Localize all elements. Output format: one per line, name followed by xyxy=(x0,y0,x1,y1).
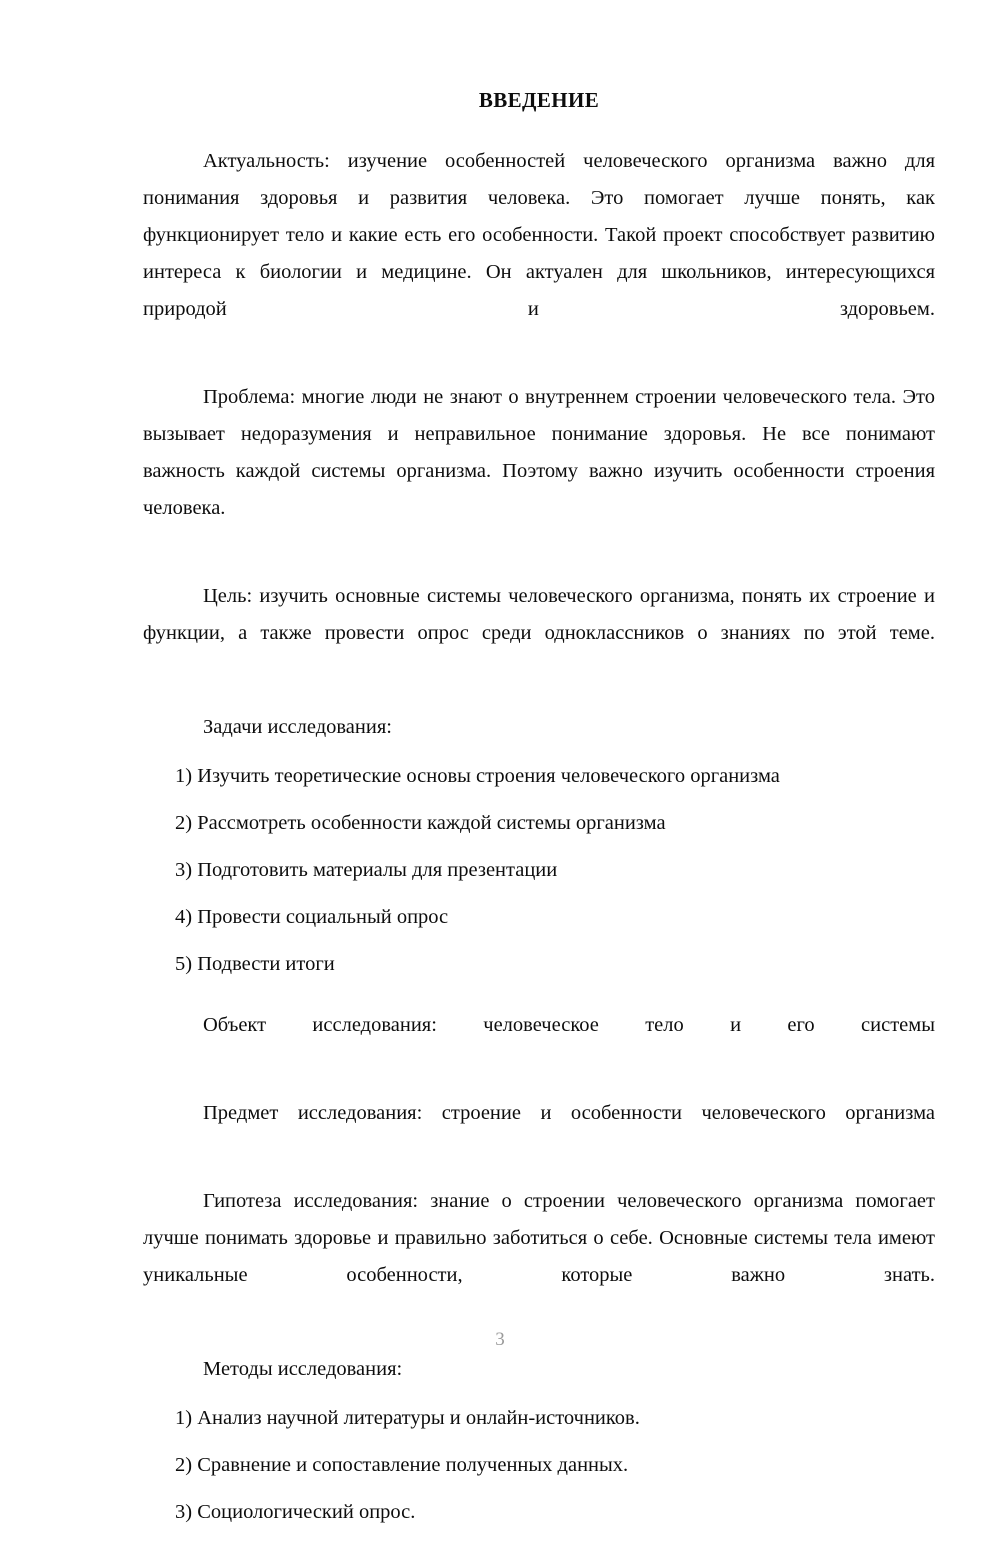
list-item: 4) Провести социальный опрос xyxy=(175,906,449,929)
spacer xyxy=(143,995,935,1007)
list-item: 3) Социологический опрос. xyxy=(175,1501,416,1524)
page-title: ВВЕДЕНИЕ xyxy=(478,88,600,112)
paragraph-problem: Проблема: многие люди не знают о внутреннем строении человеческого тела. Это вызывает недоразумения и неправильное понимание здоровья. Не все понимают важность каждой системы организма. Поэтому важно изучить особенности строения человека. xyxy=(143,386,935,520)
list-item: 2) Рассмотреть особенности каждой системы организма xyxy=(175,812,666,835)
list-item: 2) Сравнение и сопоставление полученных данных. xyxy=(175,1454,629,1477)
tasks-heading: Задачи исследования: xyxy=(203,716,392,739)
list-item: 3) Подготовить материалы для презентации xyxy=(175,859,558,882)
paragraph-relevance: Актуальность: изучение особенностей человеческого организма важно для понимания здоровья и развития человека. Это помогает лучше понять, как функционирует тело и какие есть его особенности. Такой проект способствует развитию интереса к биологии и медицине. Он актуален для школьников, интересующихся природой и здоровьем. xyxy=(143,150,935,321)
paragraph-hypothesis: Гипотеза исследования: знание о строении человеческого организма помогает лучше понимать здоровье и правильно заботиться о себе. Основные системы тела имеют уникальные особенности, которые важно знать. xyxy=(143,1190,935,1287)
paragraph-object: Объект исследования: человеческое тело и его системы xyxy=(203,1014,935,1037)
methods-list xyxy=(143,1400,935,1531)
page-number: 3 xyxy=(495,1329,505,1350)
paragraph-goal: Цель: изучить основные системы человеческого организма, понять их строение и функции, а также провести опрос среди одноклассников о знаниях по этой теме. xyxy=(143,585,935,645)
methods-heading: Методы исследования: xyxy=(203,1358,403,1381)
tasks-list xyxy=(143,758,935,983)
document-body xyxy=(143,88,935,1543)
list-item: 5) Подвести итоги xyxy=(175,953,335,976)
list-item: 1) Изучить теоретические основы строения человеческого организма xyxy=(175,765,780,788)
paragraph-subject: Предмет исследования: строение и особенности человеческого организма xyxy=(203,1102,935,1125)
list-item: 1) Анализ научной литературы и онлайн-источников. xyxy=(175,1407,640,1430)
